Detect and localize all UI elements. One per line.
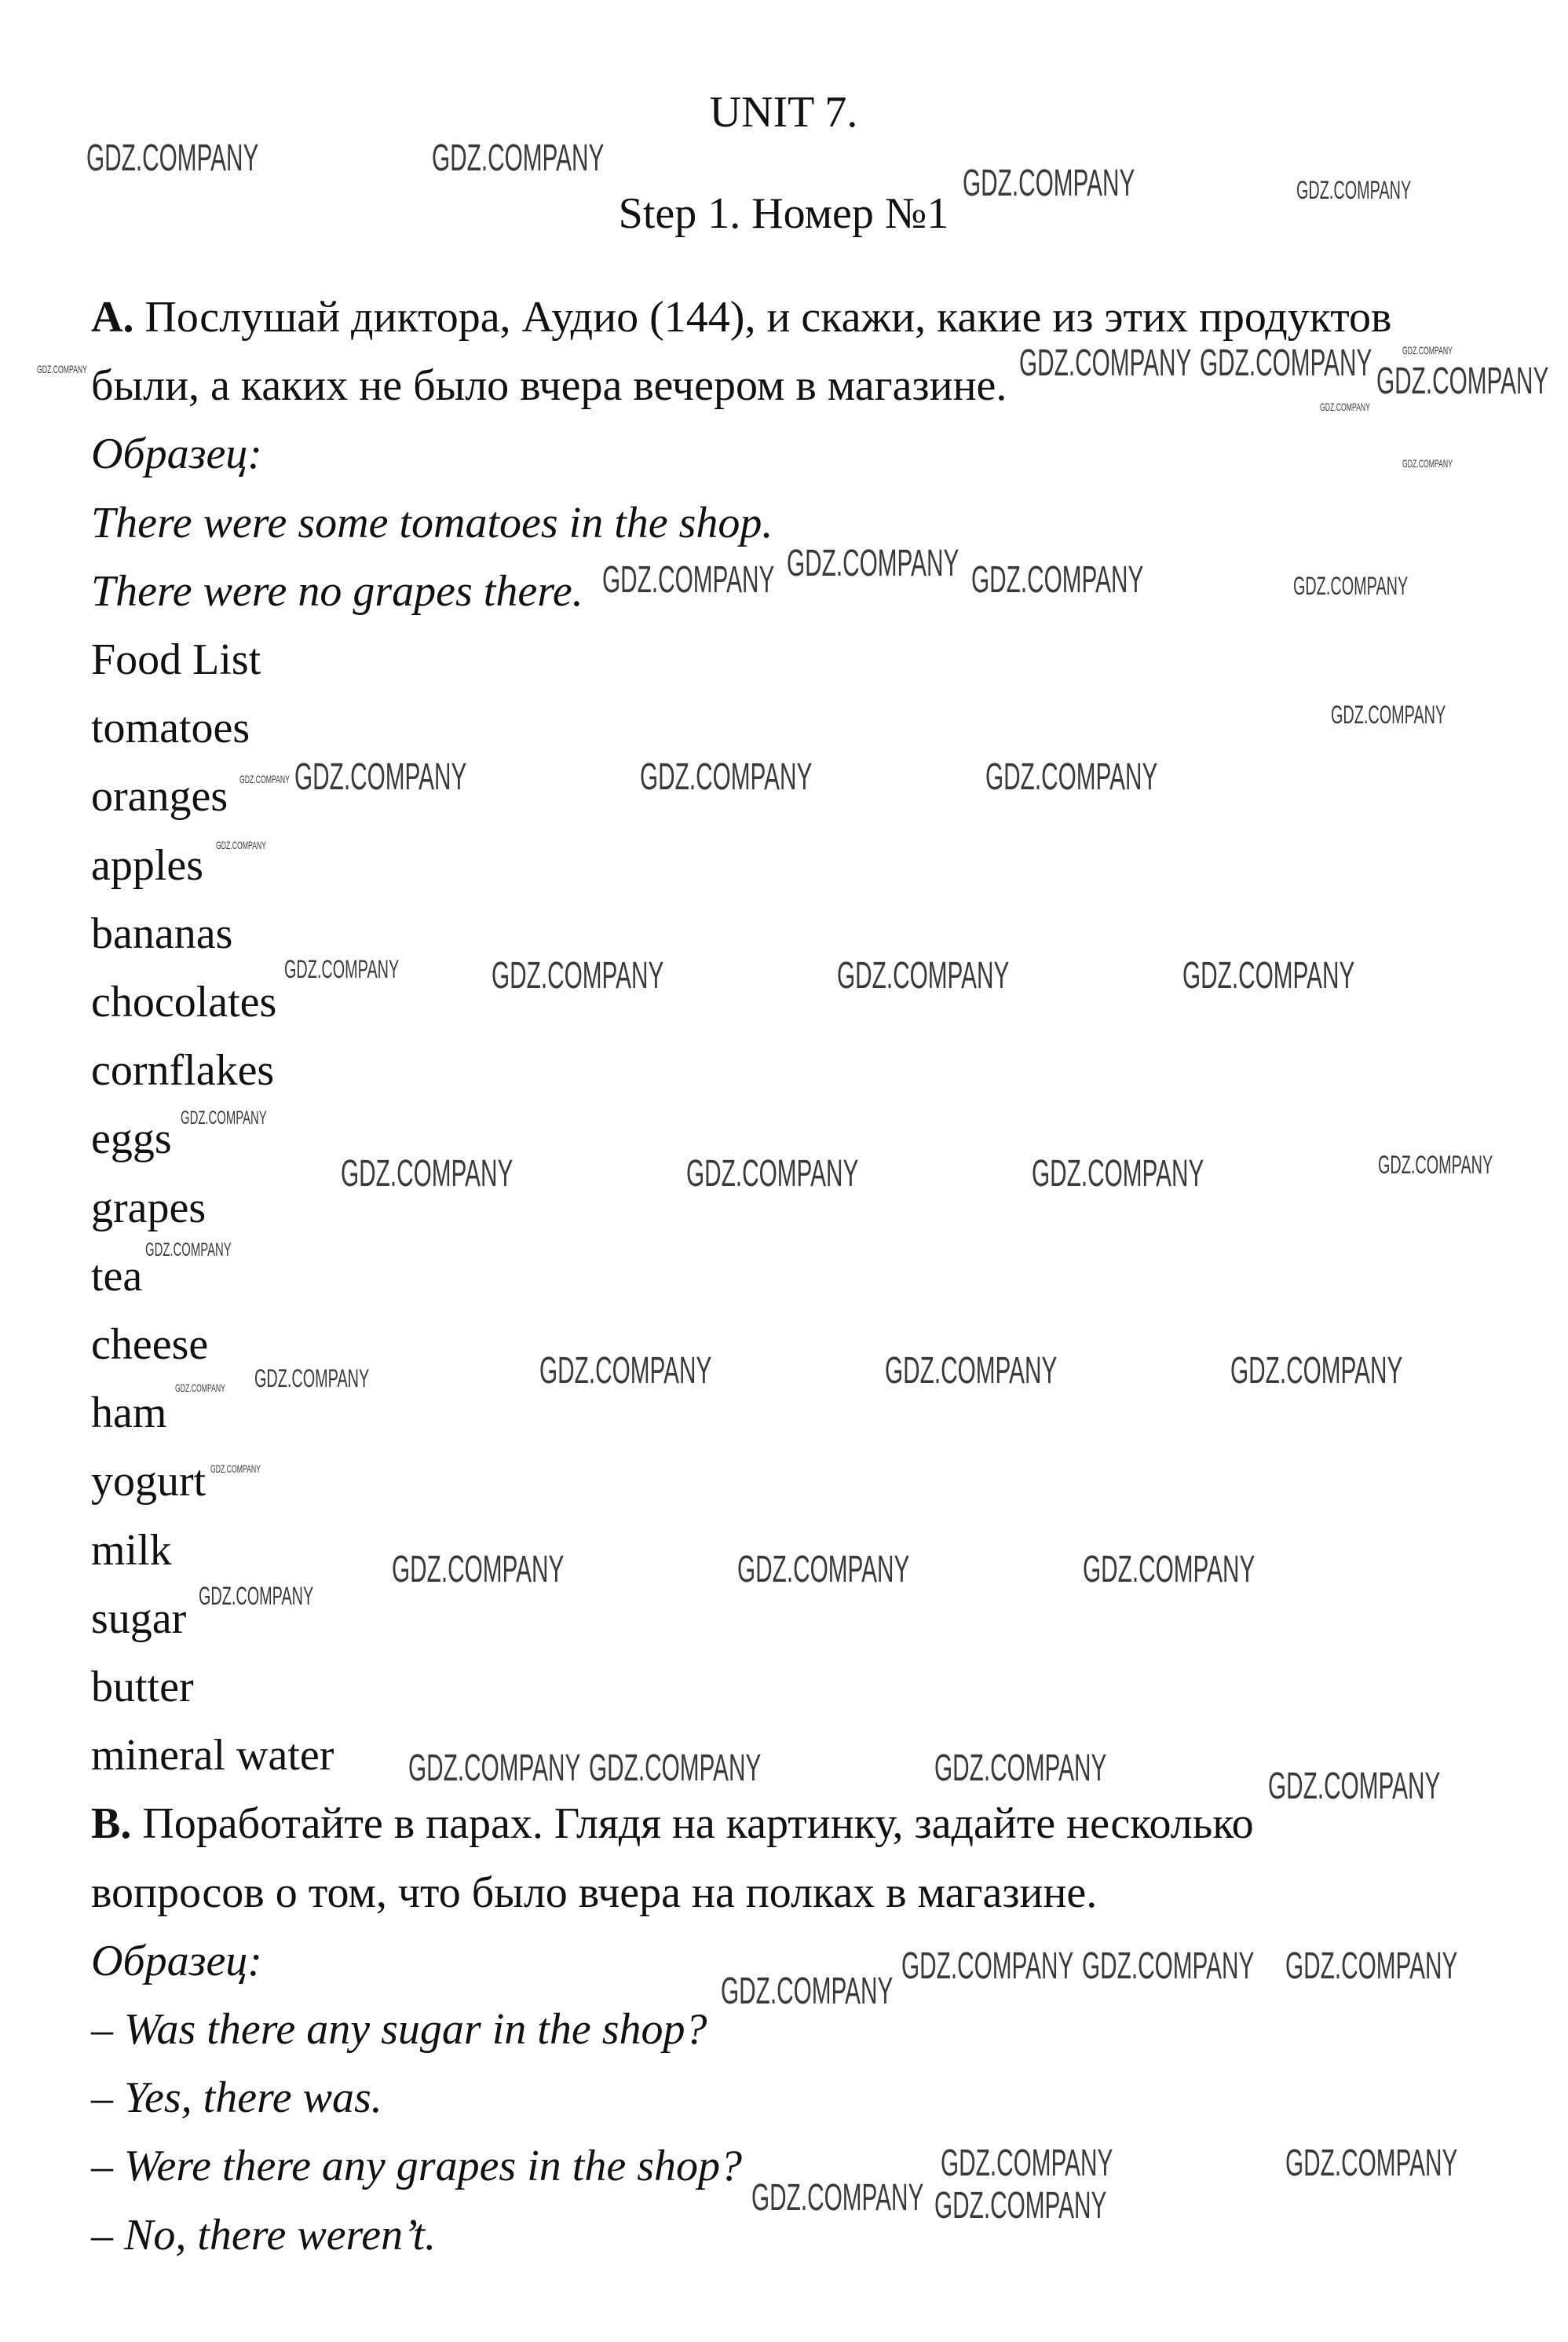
watermark: GDZ.COMPANY	[492, 955, 664, 997]
watermark: GDZ.COMPANY	[1285, 1945, 1458, 1987]
watermark: GDZ.COMPANY	[284, 954, 400, 983]
food-item: eggs	[91, 1114, 172, 1164]
watermark: GDZ.COMPANY	[539, 1349, 712, 1392]
section-a-instruction	[91, 293, 1392, 342]
watermark: GDZ.COMPANY	[181, 1107, 268, 1129]
watermark: GDZ.COMPANY	[1402, 457, 1453, 470]
food-item: bananas	[91, 909, 233, 958]
dialog-line: – Yes, there was.	[91, 2073, 382, 2123]
watermark: GDZ.COMPANY	[210, 1462, 261, 1475]
watermark: GDZ.COMPANY	[1319, 400, 1370, 413]
food-item: cornflakes	[91, 1046, 275, 1096]
watermark: GDZ.COMPANY	[1402, 343, 1453, 357]
instruction-text: Послушай диктора, Аудио (144), и скажи, какие из этих продуктов	[144, 293, 1392, 342]
watermark: GDZ.COMPANY	[1182, 955, 1355, 997]
food-item: grapes	[91, 1183, 207, 1232]
dialog-line: – Were there any grapes in the shop?	[91, 2142, 742, 2191]
watermark: GDZ.COMPANY	[254, 1364, 369, 1393]
section-a-label: A.	[91, 293, 134, 342]
watermark: GDZ.COMPANY	[408, 1747, 581, 1790]
food-item: sugar	[91, 1594, 187, 1643]
watermark: GDZ.COMPANY	[685, 1152, 859, 1195]
sample-sentence: There were no grapes there.	[91, 567, 583, 616]
watermark: GDZ.COMPANY	[1018, 342, 1192, 385]
food-item: tomatoes	[91, 704, 250, 753]
section-b-instruction-2: вопросов о том, что было вчера на полках в магазине.	[91, 1868, 1098, 1917]
watermark: GDZ.COMPANY	[901, 1945, 1074, 1987]
watermark: GDZ.COMPANY	[391, 1549, 565, 1591]
watermark: GDZ.COMPANY	[216, 838, 267, 851]
watermark: GDZ.COMPANY	[432, 137, 605, 179]
watermark: GDZ.COMPANY	[940, 2143, 1113, 2185]
watermark: GDZ.COMPANY	[639, 756, 813, 799]
watermark: GDZ.COMPANY	[341, 1152, 514, 1195]
food-item: mineral water	[91, 1731, 334, 1780]
watermark: GDZ.COMPANY	[985, 756, 1158, 799]
watermark: GDZ.COMPANY	[145, 1239, 232, 1261]
watermark: GDZ.COMPANY	[1285, 2143, 1458, 2185]
watermark: GDZ.COMPANY	[736, 1549, 910, 1591]
watermark: GDZ.COMPANY	[1081, 1945, 1254, 1987]
watermark: GDZ.COMPANY	[786, 542, 959, 584]
unit-title: UNIT 7.	[709, 88, 858, 137]
watermark: GDZ.COMPANY	[239, 772, 291, 785]
food-item: milk	[91, 1525, 172, 1575]
sample-sentence: There were some tomatoes in the shop.	[91, 499, 773, 547]
sample-label: Образец:	[91, 1936, 262, 1985]
watermark: GDZ.COMPANY	[37, 363, 88, 376]
watermark: GDZ.COMPANY	[1230, 1349, 1403, 1392]
food-item: butter	[91, 1663, 194, 1711]
step-title: Step 1. Номер №1	[618, 189, 949, 238]
watermark: GDZ.COMPANY	[602, 558, 775, 601]
watermark: GDZ.COMPANY	[1296, 175, 1411, 204]
watermark: GDZ.COMPANY	[199, 1581, 314, 1610]
dialog-line: – No, there weren’t.	[91, 2210, 437, 2260]
watermark: GDZ.COMPANY	[1082, 1549, 1255, 1591]
watermark: GDZ.COMPANY	[294, 756, 467, 799]
watermark: GDZ.COMPANY	[971, 558, 1144, 601]
watermark: GDZ.COMPANY	[962, 163, 1135, 205]
food-item: oranges	[91, 772, 228, 822]
food-item: apples	[91, 840, 204, 890]
sample-label: Образец:	[91, 430, 262, 478]
watermark: GDZ.COMPANY	[885, 1349, 1058, 1392]
watermark: GDZ.COMPANY	[86, 137, 259, 179]
watermark: GDZ.COMPANY	[751, 2176, 923, 2219]
food-item: yogurt	[91, 1457, 207, 1506]
watermark: GDZ.COMPANY	[1376, 360, 1549, 402]
watermark: GDZ.COMPANY	[1378, 1151, 1493, 1180]
watermark: GDZ.COMPANY	[1199, 342, 1372, 385]
instruction-text: Поработайте в парах. Глядя на картинку, задайте несколько	[142, 1799, 1254, 1849]
watermark: GDZ.COMPANY	[1292, 572, 1409, 601]
watermark: GDZ.COMPANY	[934, 1747, 1107, 1790]
watermark: GDZ.COMPANY	[1330, 701, 1446, 730]
section-b-label: B.	[91, 1799, 132, 1849]
food-item: ham	[91, 1389, 167, 1438]
food-item: tea	[91, 1251, 143, 1301]
section-b-instruction	[91, 1799, 1254, 1849]
section-a-instruction-2: были, а каких не было вчера вечером в магазине.	[91, 361, 1007, 410]
watermark: GDZ.COMPANY	[837, 955, 1010, 997]
food-item: chocolates	[91, 978, 277, 1026]
watermark: GDZ.COMPANY	[589, 1747, 762, 1790]
watermark: GDZ.COMPANY	[1268, 1766, 1441, 1808]
food-list-title: Food List	[91, 635, 261, 684]
watermark: GDZ.COMPANY	[175, 1381, 226, 1394]
watermark: GDZ.COMPANY	[934, 2184, 1107, 2227]
watermark: GDZ.COMPANY	[720, 1971, 894, 2013]
food-item: cheese	[91, 1320, 209, 1369]
watermark: GDZ.COMPANY	[1031, 1152, 1204, 1195]
dialog-line: – Was there any sugar in the shop?	[91, 2005, 707, 2054]
